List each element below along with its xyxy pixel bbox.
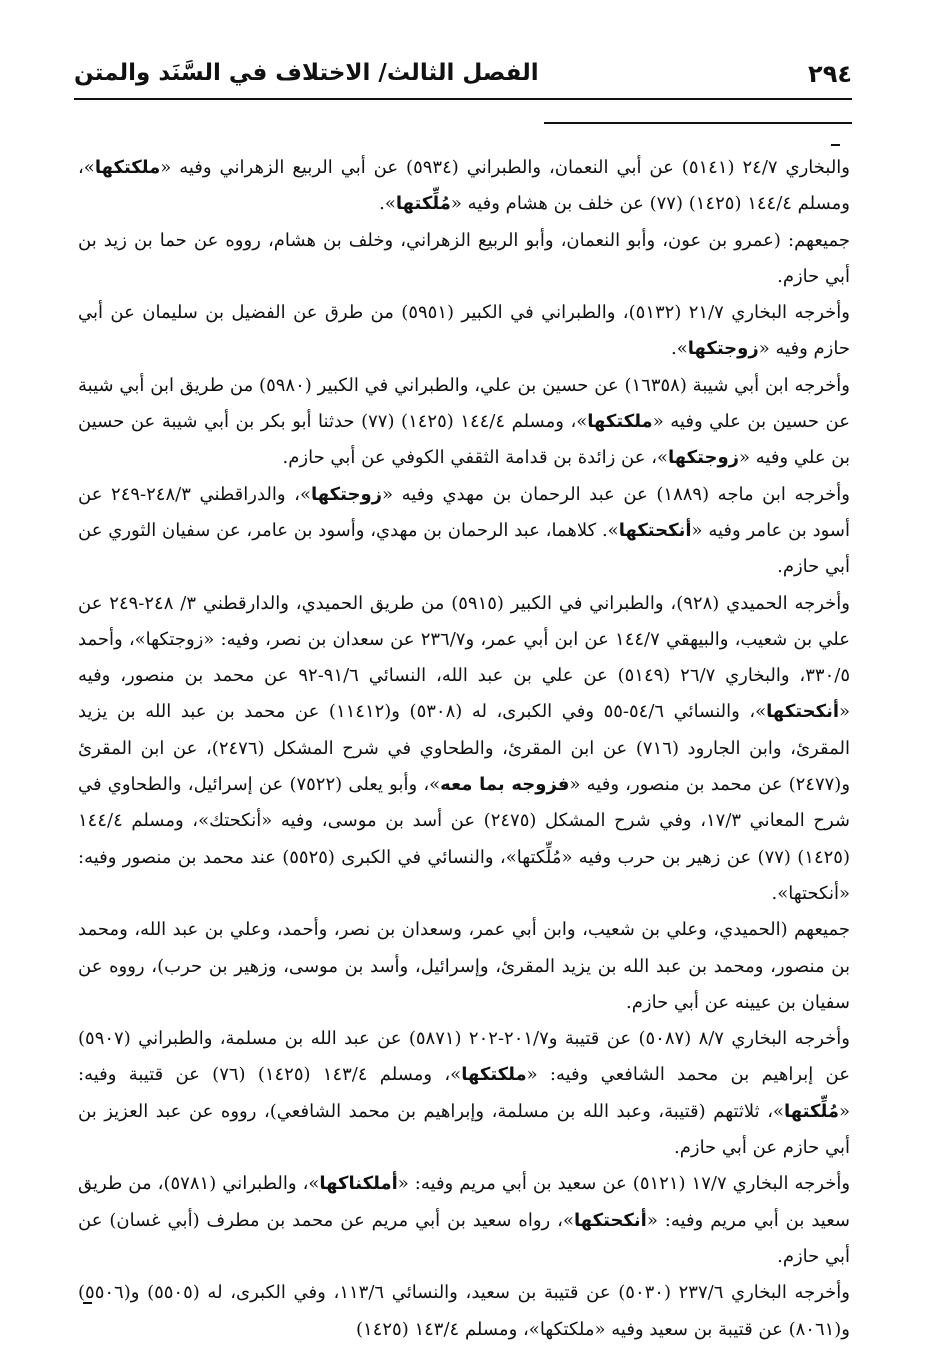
header-rule <box>74 98 852 100</box>
paragraph: جميعهم: (عمرو بن عون، وأبو النعمان، وأبو الربيع الزهراني، وخلف بن هشام، رووه عن حما بن زيد بن أبي حازم. <box>78 229 850 287</box>
footnote-rule <box>544 122 852 124</box>
page-header <box>74 58 852 98</box>
paragraph: وأخرجه ابن ماجه (١٨٨٩) عن عبد الرحمان بن مهدي وفيه «زوجتكها»، والدراقطني ٢٤٨/٣-٢٤٩ عن أسود بن عامر وفيه «أنكحتكها». كلاهما، عبد الرحمان بن مهدي، وأسود بن عامر، عن سفيان الثوري عن أبي حازم. <box>78 483 851 578</box>
paragraph: وأخرجه ابن أبي شيبة (١٦٣٥٨) عن حسين بن علي، والطبراني في الكبير (٥٩٨٠) من طريق ابن أبي شيبة عن حسين بن علي وفيه «ملكتكها»، ومسلم ١٤٤/٤ (١٤٢٥) (٧٧) حدثنا أبو بكر بن أبي شيبة عن حسين بن علي وفيه «زوجتكها»، عن زائدة بن قدامة الثقفي الكوفي عن أبي حازم. <box>78 374 851 469</box>
paragraph: وأخرجه البخاري ٨/٧ (٥٠٨٧) عن قتيبة و٢٠١/٧-٢٠٢ (٥٨٧١) عن عبد الله بن مسلمة، والطبراني (٥٩٠٧) عن إبراهيم بن محمد الشافعي وفيه: «ملكتكها»، ومسلم ١٤٣/٤ (١٤٢٥) (٧٦) عن قتيبة وفيه: «مُلِّكتها»، ثلاثتهم (قتيبة، وعبد الله بن مسلمة، وإبراهيم بن محمد الشافعي)، رووه عن عبد العزيز بن أبي حازم عن أبي حازم. <box>78 1028 851 1159</box>
page-number: ٢٩٤ <box>808 60 852 88</box>
paragraph: وأخرجه الحميدي (٩٢٨)، والطبراني في الكبير (٥٩١٥) من طريق الحميدي، والدارقطني ٣/ ٢٤٨-٢٤٩ عن علي بن شعيب، والبيهقي ١٤٤/٧ عن ابن أبي عمر، و٢٣٦/٧ عن سعدان بن نصر، وفيه: «زوجتكها»، وأحمد ٣٣٠/٥، والبخاري ٢٦/٧ (٥١٤٩) عن علي بن عبد الله، النسائي ٩١/٦-٩٢ عن محمد بن منصور، وفيه «أنكحتكها»، والنسائي ٥٤/٦-٥٥ وفي الكبرى، له (٥٣٠٨) و(١١٤١٢) عن محمد بن عبد الله بن يزيد المقرئ، وابن الجارود (٧١٦) عن ابن المقرئ، والطحاوي في شرح المشكل (٢٤٧٦)، عن ابن المقرئ و(٢٤٧٧) عن محمد بن منصور، وفيه «فزوجه بما معه»، وأبو يعلى (٧٥٢٢) عن إسرائيل، والطحاوي في شرح المعاني ١٧/٣، وفي شرح المشكل (٢٤٧٥) عن أسد بن موسى، وفيه «أنكحتك»، ومسلم ١٤٤/٤ (١٤٢٥) (٧٧) عن زهير بن حرب وفيه «مُلِّكتها»، والنسائي في الكبرى (٥٥٢٥) عند محمد بن منصور وفيه: «أنكحتها». <box>78 592 851 904</box>
paragraph: وأخرجه البخاري ٢١/٧ (٥١٣٢)، والطبراني في الكبير (٥٩٥١) من طرق عن الفضيل بن سليمان عن أبي حازم وفيه «زوجتكها». <box>78 302 850 360</box>
paragraph: وأخرجه البخاري ٢٣٧/٦ (٥٠٣٠) عن قتيبة بن سعيد، والنسائي ١١٣/٦، وفي الكبرى، له (٥٥٠٥) و(٥٥٠٦) و(٨٠٦١) عن قتيبة بن سعيد وفيه «ملكتكها»، ومسلم ١٤٣/٤ (١٤٢٥) <box>78 1282 850 1340</box>
footnote-text <box>78 150 850 1348</box>
running-title: الفصل الثالث/ الاختلاف في السَّنَد والمتن <box>74 60 539 86</box>
paragraph: وأخرجه البخاري ١٧/٧ (٥١٢١) عن سعيد بن أبي مريم وفيه: «أملكناكها»، والطبراني (٥٧٨١)، من طريق سعيد بن أبي مريم وفيه: «أنكحتكها»، رواه سعيد بن أبي مريم عن محمد بن مطرف (أبي غسان) عن أبي حازم. <box>78 1173 851 1267</box>
paragraph: والبخاري ٢٤/٧ (٥١٤١) عن أبي النعمان، والطبراني (٥٩٣٤) عن أبي الربيع الزهراني وفيه «ملكتكها»، ومسلم ١٤٤/٤ (١٤٢٥) (٧٧) عن خلف بن هشام وفيه «مُلِّكتها». <box>78 157 851 215</box>
paragraph: جميعهم (الحميدي، وعلي بن شعيب، وابن أبي عمر، وسعدان بن نصر، وأحمد، وعلي بن عبد الله، ومحمد بن منصور، ومحمد بن عبد الله بن يزيد المقرئ، وإسرائيل، وأسد بن موسى، وزهير بن حرب)، رووه عن سفيان بن عيينه عن أبي حازم. <box>78 919 850 1013</box>
margin-dash-top <box>831 144 840 146</box>
